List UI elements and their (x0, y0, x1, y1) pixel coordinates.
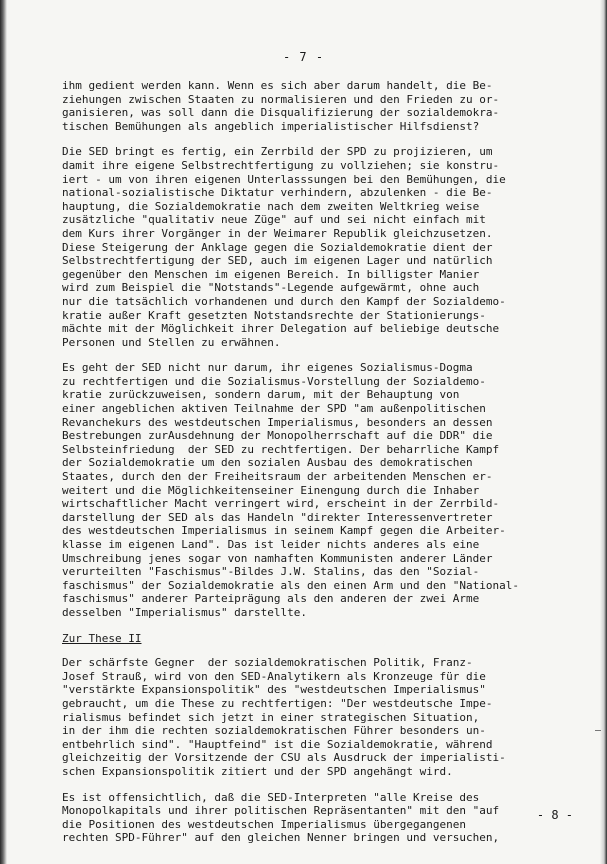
text-line: kratie zurückzuweisen, sondern darum, mit der Behauptung von (62, 388, 460, 402)
text-line: verurteilten "Faschismus"-Bildes J.W. Stalins, das den "Sozial- (62, 565, 480, 579)
text-line: faschismus" der Sozialdemokratie als den einen Arm und den "National- (62, 578, 519, 592)
text-line: desselben "Imperialismus" darstellte. (62, 605, 308, 619)
text-line: in der ihm die rechten sozialdemokratischen Führer besonders un- (62, 724, 486, 738)
text-line: Personen und Stellen zu erwähnen. (62, 335, 281, 349)
text-line: wird zum Beispiel die "Notstands"-Legende aufgewärmt, ohne auch (62, 281, 480, 295)
text-line: Staates, durch den der Freiheitsraum der arbeitenden Menschen er- (62, 470, 493, 484)
text-line: Revanchekurs des westdeutschen Imperialismus, besonders an dessen (62, 415, 493, 429)
text-line: gegenüber den Menschen im eigenen Bereich. In billigster Manier (62, 267, 480, 281)
text-line: Bestrebungen zurAusdehnung der Monopolherrschaft auf die DDR" die (62, 429, 493, 443)
text-line: faschismus" anderer Parteiprägung als den anderen der zwei Arme (62, 592, 480, 606)
text-line: der Sozialdemokratie um den sozialen Ausbau des demokratischen (62, 456, 473, 470)
body-text (62, 79, 562, 857)
text-line: schen Expansionspolitik zitiert und der SPD angehängt wird. (62, 764, 453, 778)
text-line: des westdeutschen Imperialismus in seinem Kampf gegen die Arbeiter- (62, 524, 506, 538)
text-line: klasse im eigenen Land". Das ist leider nichts anderes als eine (62, 538, 480, 551)
text-line: hauptung, die Sozialdemokratie nach dem zweiten Weltkrieg weise (62, 199, 480, 213)
text-line: darstellung der SED als das Handeln "direkter Interessenvertreter (62, 510, 493, 524)
text-line: tischen Bemühungen als angeblich imperialistischer Hilfsdienst? (62, 119, 480, 133)
text-line: rialismus befindet sich jetzt in einer strategischen Situation, (62, 710, 480, 724)
text-line: entbehrlich sind". "Hauptfeind" ist die Sozialdemokratie, während (62, 737, 493, 751)
paragraph-3 (62, 361, 562, 619)
text-line: national-sozialistische Diktatur verhindern, abzulenken - die Be- (62, 186, 493, 200)
text-line: wirtschaftlicher Macht verringert wird, erscheint in der Zerrbild- (62, 497, 500, 511)
page-number: - 7 - (282, 50, 325, 64)
scan-mark (595, 730, 601, 731)
section-heading: Zur These II (62, 631, 142, 645)
text-line: Josef Strauß, wird von den SED-Analytikern als Kronzeuge für die (62, 669, 486, 683)
text-line: ihm gedient werden kann. Wenn es sich aber darum handelt, die Be- (62, 79, 493, 92)
text-line: Der schärfste Gegner der sozialdemokratischen Politik, Franz- (62, 656, 473, 670)
text-line: dem Kurs ihrer Vorgänger in der Weimarer Republik gleichzusetzen. (62, 226, 493, 240)
text-line: ziehungen zwischen Staaten zu normalisieren und den Frieden zu or- (62, 92, 500, 106)
text-line: gebraucht, um die These zu rechtfertigen: "Der westdeutsche Impe- (62, 696, 493, 710)
text-line: zu rechtfertigen und die Sozialismus-Vorstellung der Sozialdemo- (62, 374, 486, 388)
text-line: Monopolkapitals und ihrer politischen Repräsentanten" mit den "auf (62, 804, 500, 818)
text-line: Diese Steigerung der Anklage gegen die Sozialdemokratie dient der (62, 240, 493, 254)
text-line: die Positionen des westdeutschen Imperialismus übergegangenen (62, 817, 466, 831)
text-line: Es geht der SED nicht nur darum, ihr eigenes Sozialismus-Dogma (62, 361, 473, 375)
text-line: Selbstrechtfertigung der SED, auch im eigenen Lager und natürlich (62, 254, 493, 268)
text-line: zusätzliche "qualitativ neue Züge" auf und sei nicht einfach mit (62, 213, 486, 227)
text-line: rechten SPD-Führer" auf den gleichen Nenner bringen und versuchen, (62, 831, 500, 845)
text-line: "verstärkte Expansionspolitik" des "westdeutschen Imperialismus" (62, 683, 486, 697)
paragraph-2 (62, 145, 562, 349)
text-line: mächte mit der Möglichkeit ihrer Delegation auf beliebige deutsche (62, 322, 500, 336)
text-line: Selbsteinfriedung der SED zu rechtfertigen. Der beharrliche Kampf (62, 442, 500, 456)
paragraph-1 (62, 79, 562, 133)
text-line: nur die tatsächlich vorhandenen und durch den Kampf der Sozialdemo- (62, 294, 506, 308)
text-line: einer angeblichen aktiven Teilnahme der SPD "am außenpolitischen (62, 402, 486, 416)
paragraph-4 (62, 656, 562, 778)
text-line: ganisieren, was soll dann die Disqualifizierung der sozialdemokra- (62, 106, 500, 120)
text-line: weitert und die Möglichkeitenseiner Einengung durch die Inhaber (62, 483, 480, 497)
text-line: iert - um von ihren eigenen Unterlasssungen bei den Bemühungen, die (62, 172, 506, 186)
text-line: gleichzeitig der Vorsitzende der CSU als Ausdruck der imperialisti- (62, 751, 506, 765)
next-page-number: - 8 - (536, 808, 573, 822)
text-line: Die SED bringt es fertig, ein Zerrbild der SPD zu projizieren, um (62, 145, 493, 159)
text-line: Es ist offensichtlich, daß die SED-Interpreten "alle Kreise des (62, 790, 480, 804)
text-line: damit ihre eigene Selbstrechtfertigung zu vollziehen; sie konstru- (62, 158, 500, 172)
text-line: kratie außer Kraft gesetzten Notstandsrechte der Stationierungs- (62, 308, 486, 322)
text-line: Umschreibung jenes sogar von namhaften Kommunisten anderer Länder (62, 551, 493, 565)
paragraph-5 (62, 791, 562, 845)
